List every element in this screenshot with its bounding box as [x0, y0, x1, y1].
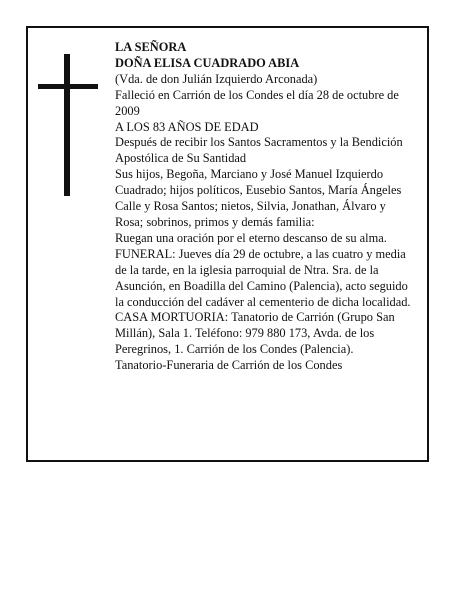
death-line: Falleció en Carrión de los Condes el día 28 de octubre de 2009 [115, 87, 399, 118]
funeral-home-line: Tanatorio-Funeraria de Carrión de los Condes [115, 358, 343, 373]
deceased-name: DOÑA ELISA CUADRADO ABIA [115, 55, 300, 70]
cross-horizontal-bar [38, 84, 98, 89]
age-line: A LOS 83 AÑOS DE EDAD [115, 119, 259, 134]
obituary-text [115, 40, 415, 374]
funeral-paragraph: FUNERAL: Jueves día 29 de octubre, a las cuatro y media de la tarde, en la iglesia parroquial de Ntra. Sra. de la Asunción, en Boadilla del Camino (Palencia), acto seguido la conducción del cadáver al cementerio de dicha localidad. [115, 246, 411, 309]
prayer-line: Ruegan una oración por el eterno descanso de su alma. [115, 230, 387, 245]
widow-line: (Vda. de don Julián Izquierdo Arconada) [115, 71, 318, 86]
notice-title: LA SEÑORA [115, 40, 187, 54]
sacraments-line: Después de recibir los Santos Sacramentos y la Bendición Apostólica de Su Santidad [115, 135, 403, 166]
cross-icon [38, 54, 98, 196]
family-paragraph: Sus hijos, Begoña, Marciano y José Manuel Izquierdo Cuadrado; hijos políticos, Eusebio Santos, María Ángeles Calle y Rosa Santos; nietos, Silvia, Jonathan, Álvaro y Rosa; sobrinos, primos y demás familia: [115, 167, 402, 229]
cross-vertical-bar [64, 54, 70, 196]
mortuary-paragraph: CASA MORTUORIA: Tanatorio de Carrión (Grupo San Millán), Sala 1. Teléfono: 979 880 173, Avda. de los Peregrinos, 1. Carrión de los Condes (Palencia). [115, 310, 395, 357]
